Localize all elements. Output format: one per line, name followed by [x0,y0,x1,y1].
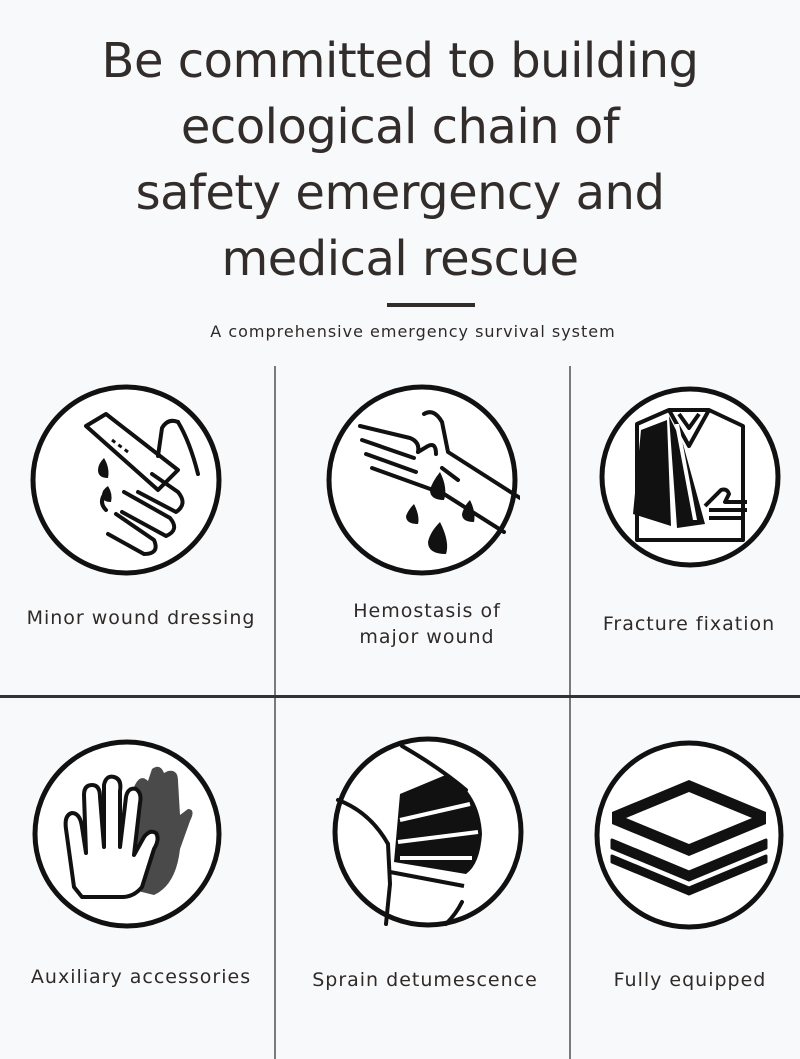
gloves-icon [30,737,224,931]
feature-label [284,598,570,650]
title-line-1: Be committed to building [101,33,699,89]
feature-label: Minor wound dressing [26,607,256,629]
grid-divider [569,366,571,1059]
title-line-3: safety emergency and [135,165,665,221]
feature-label: Fully equipped [613,969,767,991]
title-line-4: medical rescue [221,231,579,287]
feature-label-line-2: major wound [359,626,495,648]
page-title [0,28,800,292]
feature-label-line-1: Hemostasis of [353,600,501,622]
feature-label: Sprain detumescence [312,969,538,991]
bleeding-hand-icon [324,382,520,578]
arm-sling-icon [597,384,783,570]
grid-divider [274,366,276,1059]
title-line-2: ecological chain of [180,99,620,155]
bandaged-finger-icon [28,382,224,578]
page-subtitle: A comprehensive emergency survival system [210,322,616,341]
knee-bandage-icon [330,734,526,930]
title-divider [387,303,475,307]
feature-label: Fracture fixation [602,613,776,635]
feature-label: Auxiliary accessories [30,966,252,988]
grid-divider [0,695,800,698]
stacked-layers-icon [592,738,786,932]
